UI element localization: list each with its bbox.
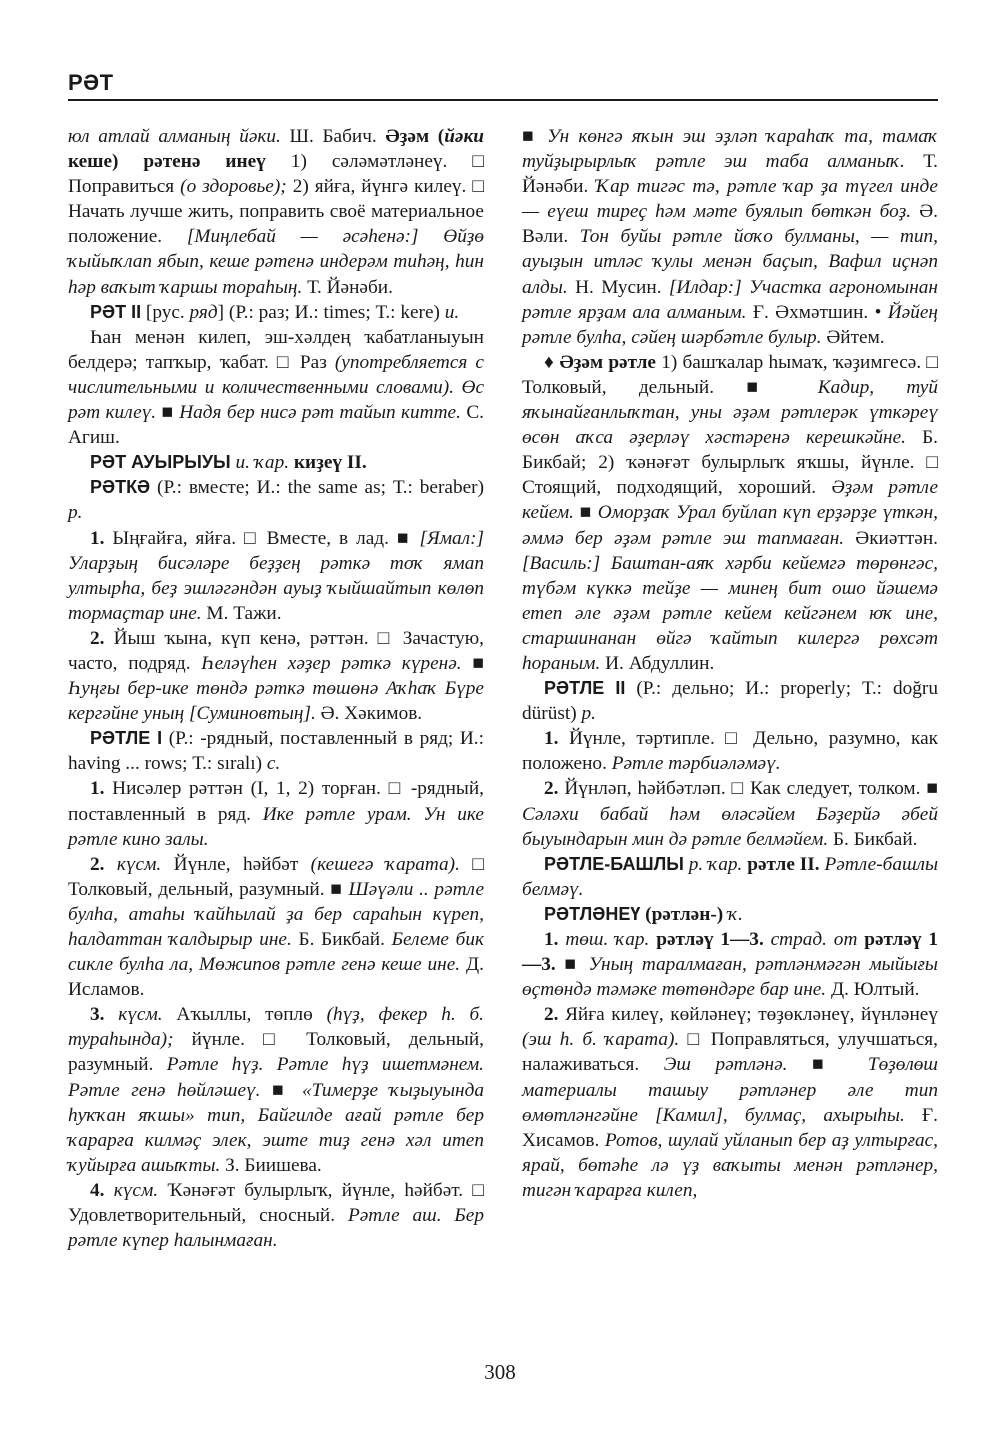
entry-text: 1) башҡалар һымаҡ, ҡәҙимгесә. □ Толковый, дельный. ■ [522, 351, 938, 398]
entry-text: 2. [544, 1004, 559, 1026]
entry-text: ■ [260, 1079, 302, 1101]
entry-text: Әйтем. [821, 326, 885, 348]
entry-text: [Василь:] Баштан-аяҡ хәрби кейемгә төрөнгәс, түбәм күккә тейҙе — минең бит ошо йәшемә етеп әле әҙәм рәтле кейем кейгәнем юҡ ине, старшинанан өйгә ҡайтып килергә рөхсәт һораным. [522, 552, 938, 674]
entry-text: ■ [522, 126, 548, 147]
entry-text: Т. Йәнәби. [522, 151, 938, 198]
dictionary-entry-paragraph [68, 852, 484, 1003]
entry-text: З. Биишева. [220, 1154, 322, 1176]
entry-text: Оморҙаҡ Урал буйлап күп ерҙәрҙе үткән, әммә бер әҙәм рәтле эш тапмаған. [522, 502, 938, 549]
entry-text: 1. [90, 778, 105, 800]
dictionary-entry-paragraph [522, 776, 938, 851]
entry-text: [рус. [141, 301, 190, 323]
dictionary-entry-paragraph [68, 325, 484, 450]
entry-text: Йүнле, тәртипле. □ Дельно, разумно, как положено. [522, 728, 938, 775]
entry-text: 1. [90, 527, 105, 549]
entry-text: (Р.: -рядный, поставленный в ряд; И.: having ... rows; Т.: sıralı) [68, 728, 484, 775]
entry-text: (һүҙ, фекер һ. б. тураһында); [68, 1004, 485, 1051]
entry-text: Һуңғы бер-ике төндә рәткә төшөнә Аҡһаҡ Бүре кергәйне уның [Суминовтың]. [68, 678, 484, 725]
entry-text: Ротов, шулай уйланып бер аҙ ултырғас, ярай, бөтәһе лә үҙ ваҡыты менән рәтләнер, тигән ҡарарға килеп, [522, 1129, 938, 1201]
entry-text: 2. [544, 778, 559, 800]
entry-text: Һеләүһен хәҙер рәткә күренә. [201, 652, 462, 674]
entry-text: Д. Юлтый. [826, 979, 920, 1001]
headword: РӘТЛЕ II [544, 678, 626, 699]
entry-text: 2. [90, 627, 105, 649]
headword: РӘТЛЕ I [90, 728, 163, 749]
left-column [68, 124, 484, 1253]
dictionary-entry-paragraph [68, 776, 484, 851]
entry-text: ♦ [544, 351, 560, 373]
entry-text: рәтле II. [742, 853, 825, 875]
dictionary-entry-paragraph [522, 124, 938, 350]
entry-text: Б. Бикбай; 2) ҡәнәғәт булырлыҡ яҡшы, йүнле. □ Стоящий, подходящий, хороший. [522, 427, 938, 499]
entry-text: р. [581, 703, 596, 725]
dictionary-entry-paragraph [68, 726, 484, 776]
entry-text: (эш һ. б. ҡарата). [522, 1029, 680, 1051]
entry-text: Ҡәнәғәт булырлыҡ, йүнле, һәйбәт. □ Удовлетворительный, сносный. [68, 1179, 484, 1227]
entry-text: 3. [90, 1004, 105, 1026]
entry-text: ҡ. [723, 903, 743, 925]
entry-text: ■ [555, 954, 589, 976]
dictionary-entry-paragraph [68, 450, 484, 475]
entry-text: Рәтле-башлы белмәү. [522, 853, 939, 900]
running-head: РӘТ [68, 70, 114, 95]
entry-text: күсм. [104, 1179, 159, 1201]
entry-text: 2. [90, 853, 105, 875]
entry-text: Б. Бикбай. [828, 828, 918, 850]
entry-text: 1. [544, 728, 559, 750]
right-column [522, 124, 938, 1203]
dictionary-entry-paragraph [68, 1002, 484, 1178]
entry-text: Ун көнгә яҡын эш эҙләп ҡараһаҡ та, тамаҡ туйҙырырлыҡ рәтле эш таба алманыҡ. [522, 126, 939, 173]
entry-text: Т. Йәнәби. [302, 276, 393, 298]
entry-text: Белеме бик сикле булһа ла, Мөжипов рәтле генә кеше ине. [68, 929, 485, 976]
entry-text: и. [444, 301, 460, 323]
dictionary-entry-paragraph [68, 1178, 484, 1253]
entry-text: Рәтле тәрбиәләмәү. [611, 753, 781, 775]
entry-text: күсм. [104, 853, 162, 875]
entry-text: ряд [189, 301, 218, 323]
headword: РӘТЛЕ-БАШЛЫ [544, 853, 684, 874]
entry-text: Яйға килеү, көйләнеү; төҙөкләнеү, йүнләнеү [558, 1004, 938, 1026]
headword: РӘТ II [90, 301, 142, 322]
entry-text: С. Агиш. [68, 402, 484, 449]
entry-text: Әҙәм ( [385, 126, 445, 147]
entry-text: Ике рәтле урам. Ун ике рәтле кино залы. [68, 803, 484, 850]
entry-text: с. [266, 753, 281, 775]
entry-text: Шәүәли .. рәтле булһа, атаһы ҡайһылай ҙа бер сараһын күреп, һалдаттан ҡалдырыр ине. [68, 878, 485, 950]
dictionary-entry-paragraph [68, 124, 484, 300]
entry-text: киҙеү II. [289, 452, 367, 474]
entry-text: Ә. Вәли. [522, 201, 938, 248]
entry-text: Ш. Бабич. [280, 126, 386, 147]
entry-text: Рәтле һүҙ. Рәтле һүҙ ишетмәнем. Рәтле генә һөйләшеү. [68, 1054, 484, 1101]
entry-text: Нисәлер рәттән (I, 1, 2) торған. □ -рядный, поставленный в ряд. [68, 778, 484, 825]
entry-text: Һан менән килеп, эш-хәлдең ҡабатланыуын белдерә; тапҡыр, ҡабат. □ Раз [68, 326, 484, 373]
entry-text: Йәйең рәтле булһа, сәйең шәрбәтле булыр. [522, 301, 938, 348]
entry-text: [Миңлебай — әсәһенә:] Өйҙө ҡыйыҡлап ябып, кеше рәтенә индерәм тиһәң, һин һәр ваҡыт ҡаршы тораһың. [68, 226, 484, 298]
entry-text: 4. [90, 1179, 105, 1201]
entry-text: Б. Бикбай. [291, 929, 392, 950]
page-number: 308 [484, 1360, 516, 1384]
entry-text: Әҙәм рәтле [559, 351, 656, 373]
entry-text: (Р.: дельно; И.: properly; Т.: doğru dürüst) [522, 678, 938, 725]
entry-text: Төҙөлөш материалы ташыу рәтләнер әле тип өмөтләнгәйне [Камил], булмаҫ, ахырыһы. [522, 1054, 938, 1126]
entry-text: Йыш ҡына, күп кенә, рәттән. □ Зачастую, часто, подряд. [68, 627, 484, 674]
entry-text: страд. от [763, 929, 858, 950]
entry-text: Йүнләп, һәйбәтләп. □ Как следует, толком. ■ [558, 778, 938, 800]
dictionary-entry-paragraph [522, 1002, 938, 1203]
entry-text: Эш рәтләнә. [663, 1054, 788, 1076]
entry-text: (о здоровье); [180, 176, 287, 198]
entry-text: юл атлай алманың йәки. [68, 126, 281, 147]
dictionary-entry-paragraph [68, 300, 484, 325]
entry-text: р. ҡар. [683, 853, 743, 875]
entry-text: [Илдар:] Участка агрономынан рәтле ярҙам ала алманым. [522, 276, 938, 323]
dictionary-entry-paragraph [68, 475, 484, 525]
entry-text: рәтләү 1—3. [649, 929, 764, 950]
dictionary-entry-paragraph [522, 726, 938, 776]
entry-text: и. ҡар. [230, 452, 290, 474]
entry-text: Д. Исламов. [68, 954, 484, 1001]
entry-text: И. Абдуллин. [600, 652, 715, 674]
entry-text: [Ямал:] Уларҙың бисәләре беҙҙең рәткә тоҡ ямап ултырһа, беҙ эшләгәндән ауыҙ ҡыйшайтып көлөп тормаҫтар ине. [68, 527, 484, 624]
entry-text: Сәләхи бабай һәм өләсәйем Бәҙерйә әбей быуындарын мин дә рәтле белмәйем. [522, 803, 938, 850]
entry-text: □ Поправляться, улучшаться, налаживаться. [522, 1029, 938, 1076]
dictionary-entry-paragraph [68, 626, 484, 726]
dictionary-entry-paragraph [522, 676, 938, 726]
entry-text: (Р.: вместе; И.: the same as; Т.: beraber) [150, 477, 484, 499]
headword: РӘТКӘ [90, 477, 151, 498]
entry-text: Әҙәм рәтле кейем. [522, 477, 938, 524]
entry-text: □ Толковый, дельный, разумный. ■ [68, 853, 484, 900]
entry-text: М. Тажи. [201, 602, 282, 624]
entry-text: ] (Р.: раз; И.: times; Т.: kere) [217, 301, 445, 323]
dictionary-entry-paragraph [522, 927, 938, 1002]
entry-text: Аҡыллы, төплө [162, 1004, 327, 1026]
entry-text: кеше) рәтенә инеү [68, 151, 266, 173]
entry-text: «Тимерҙе ҡыҙыуында һуҡҡан яҡшы» тип, Байгилде ағай рәтле бер ҡарарға килмәҫ элек, эште тиҙ генә хәл итеп ҡуйырға ашыҡты. [68, 1079, 484, 1176]
dictionary-entry-paragraph [68, 526, 484, 626]
entry-text: Әкиәттән. [844, 527, 938, 549]
entry-text: 1. [544, 929, 559, 950]
entry-text: Тон буйы рәтле йоҡо булманы, — тип, ауыҙын итләс ҡулы менән баҫып, Вафил иҫнәп алды. [522, 226, 938, 298]
entry-text: күсм. [104, 1004, 163, 1026]
dictionary-entry-paragraph [522, 902, 938, 927]
entry-text: (кешегә ҡарата). [310, 853, 460, 875]
entry-text: Кадир, туй яҡынайғанлыҡтан, уны әҙәм рәтлерәк үткәреү өсөн аҡса әҙерләү хәстәренә керешкәйне. [522, 376, 939, 449]
entry-text: Ғ. Хисамов. [522, 1104, 938, 1151]
entry-text: Рәтле аш. Бер рәтле күпер һалынмаған. [68, 1205, 484, 1252]
entry-text: Н. Мусин. [567, 276, 669, 298]
entry-text: Ыңғайға, яйға. □ Вместе, в лад. ■ [104, 527, 420, 549]
entry-text: Ҡар тигәс тә, рәтле ҡар ҙа түгел инде — еүеш тиреҫ һәм мәте буялып бөткән боҙ. [522, 176, 938, 223]
entry-text: ■ [573, 502, 598, 524]
entry-text: Надя бер нисә рәт тайып китте. [179, 402, 461, 424]
entry-text: Ә. Хәкимов. [315, 703, 423, 725]
entry-text: йәки [444, 126, 484, 147]
dictionary-entry-paragraph [522, 852, 938, 902]
entry-text: (рәтлән-) [640, 903, 724, 925]
entry-text: ■ [156, 402, 180, 424]
entry-text: рәтләү 1—3. [522, 929, 939, 976]
entry-text: Уның таралмаған, рәтләнмәгән мыйығы өҫтөндә тәмәке төтөндәре бар ине. [522, 954, 938, 1001]
headword: РӘТ АУЫРЫУЫ [90, 452, 231, 473]
entry-text: ■ [461, 652, 485, 674]
dictionary-entry-paragraph [522, 350, 938, 676]
headword: РӘТЛӘНЕҮ [544, 903, 641, 924]
entry-text: йүнле. □ Толковый, дельный, разумный. [68, 1029, 484, 1076]
entry-text: 1) сәләмәтләнеү. □ Поправиться [68, 151, 484, 198]
entry-text: 2) яйға, йүнгә килеү. □ Начать лучше жить, поправить своё материальное положение. [68, 176, 484, 248]
entry-text: төш. ҡар. [558, 929, 650, 950]
entry-text: р. [68, 502, 83, 524]
entry-text: ■ [787, 1054, 868, 1076]
entry-text: Ғ. Әхмәтшин. • [746, 301, 888, 323]
header-rule [68, 99, 938, 101]
entry-text: (употребляется с числительными и количественными словами). Өс рәт килеү. [68, 351, 484, 424]
entry-text: Йүнле, һәйбәт [161, 853, 311, 875]
